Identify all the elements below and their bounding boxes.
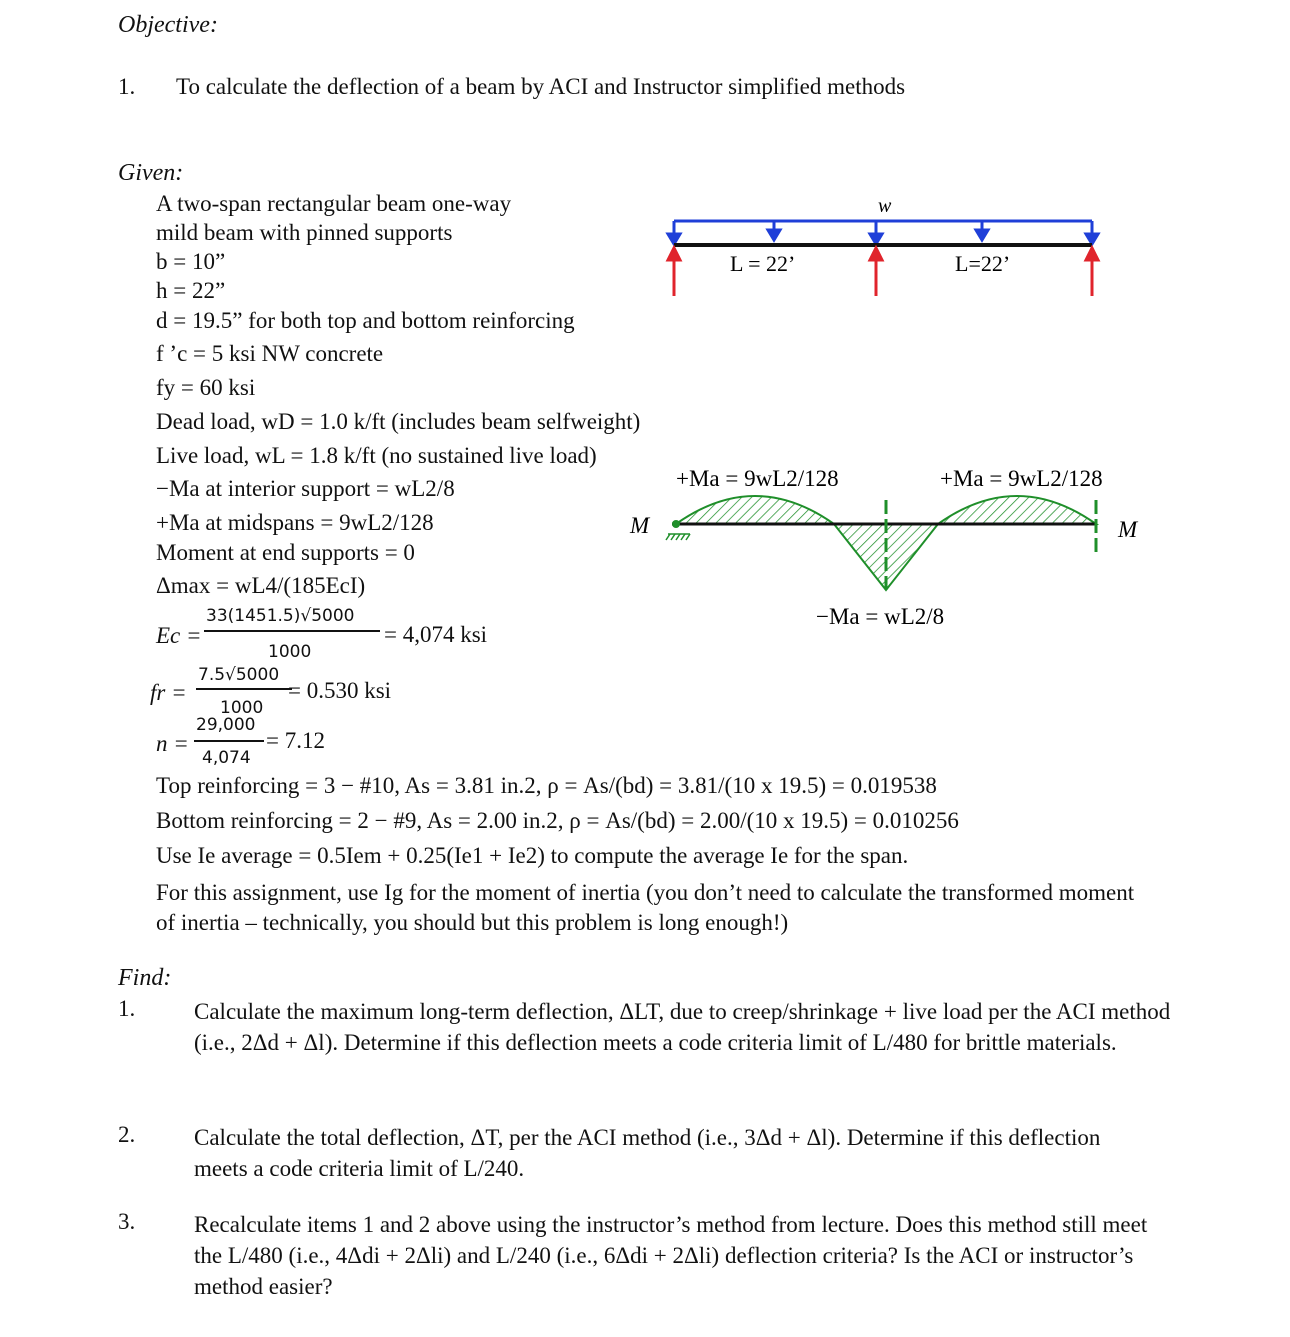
fr-result: = 0.530 ksi bbox=[288, 678, 392, 703]
n-result: = 7.12 bbox=[266, 728, 325, 753]
given-pos-moment: +Ma at midspans = 9wL2/128 bbox=[156, 510, 434, 535]
find-item-3-number: 3. bbox=[118, 1209, 136, 1234]
given-fc: f ’c = 5 ksi NW concrete bbox=[156, 341, 384, 366]
find-item-2-text: Calculate the total deflection, ΔT, per the ACI method (i.e., 3Δd + Δl). Determine if this deflection meets a code criteria limit of L/240. bbox=[194, 1125, 1101, 1181]
find-item-1-text: Calculate the maximum long-term deflection, ΔLT, due to creep/shrinkage + live load per the ACI method (i.e., 2Δd + Δl). Determine if this deflection meets a code criteria limit of L/480 for brittle materials. bbox=[194, 999, 1171, 1055]
moment-right-label: M bbox=[1118, 517, 1138, 542]
assignment-note: For this assignment, use Ig for the moment of inertia (you don’t need to calculate the transformed moment of inertia – technically, you should but this problem is long enough!) bbox=[156, 880, 1135, 935]
moment-left-label: M bbox=[630, 513, 650, 538]
reaction-arrow-left bbox=[668, 248, 680, 260]
moment-diagram bbox=[620, 460, 1160, 635]
given-dead-load: Dead load, wD = 1.0 k/ft (includes beam selfweight) bbox=[156, 409, 641, 434]
find-item-3-text: Recalculate items 1 and 2 above using the instructor’s method from lecture. Does this method still meet the L/480 (i.e., 4Δdi + 2Δli) and L/240 (i.e., 6Δdi + 2Δli) deflection criteria? Is the ACI or instructor’s method easier? bbox=[194, 1212, 1148, 1299]
reaction-arrow-middle bbox=[870, 248, 882, 260]
fr-denominator: 1000 bbox=[220, 698, 264, 718]
given-neg-moment: −Ma at interior support = wL2/8 bbox=[156, 476, 455, 501]
given-end-moment: Moment at end supports = 0 bbox=[156, 540, 415, 565]
load-arrows bbox=[668, 221, 1098, 244]
n-denominator: 4,074 bbox=[202, 748, 251, 768]
objective-heading: Objective: bbox=[118, 12, 218, 38]
ec-label: Ec = bbox=[156, 623, 202, 648]
given-heading: Given: bbox=[118, 160, 184, 186]
top-reinforcing: Top reinforcing = 3 − #10, As = 3.81 in.2, ρ = As/(bd) = 3.81/(10 x 19.5) = 0.019538 bbox=[156, 773, 937, 798]
ec-result: = 4,074 ksi bbox=[384, 622, 488, 647]
fr-numerator: 7.5√5000 bbox=[198, 665, 280, 685]
fr-fraction-bar bbox=[196, 688, 292, 690]
n-label: n = bbox=[156, 731, 189, 756]
use-ie-average: Use Ie average = 0.5Iem + 0.25(Ie1 + Ie2) to compute the average Ie for the span. bbox=[156, 843, 909, 868]
given-fy: fy = 60 ksi bbox=[156, 375, 256, 400]
load-w-label: w bbox=[878, 195, 892, 217]
given-live-load: Live load, wL = 1.8 k/ft (no sustained live load) bbox=[156, 443, 597, 468]
left-pin-support bbox=[672, 520, 680, 528]
span2-label: L=22’ bbox=[955, 251, 1011, 276]
find-item-2-number: 2. bbox=[118, 1122, 136, 1147]
ec-denominator: 1000 bbox=[268, 642, 312, 662]
load-arrow-1 bbox=[668, 234, 680, 244]
neg-moment-label: −Ma = wL2/8 bbox=[816, 604, 945, 629]
given-h: h = 22” bbox=[156, 278, 226, 303]
load-arrow-3 bbox=[870, 234, 882, 244]
beam-load-diagram bbox=[660, 190, 1110, 300]
objective-item-text: To calculate the deflection of a beam by ACI and Instructor simplified methods bbox=[176, 74, 906, 99]
fr-label: fr = bbox=[150, 680, 187, 705]
given-d: d = 19.5” for both top and bottom reinforcing bbox=[156, 308, 575, 333]
load-arrow-2 bbox=[768, 230, 780, 240]
reaction-arrow-right bbox=[1086, 248, 1098, 260]
n-fraction-bar bbox=[194, 740, 264, 742]
find-heading: Find: bbox=[118, 965, 172, 991]
given-delta-max: Δmax = wL4/(185EcI) bbox=[156, 573, 366, 598]
given-b: b = 10” bbox=[156, 249, 226, 274]
left-support-ground-icon bbox=[666, 534, 690, 540]
pos-moment-left-label: +Ma = 9wL2/128 bbox=[676, 466, 839, 491]
load-arrow-5 bbox=[1086, 234, 1098, 244]
ec-fraction-bar bbox=[204, 630, 380, 632]
ec-numerator: 33(1451.5)√5000 bbox=[206, 606, 355, 626]
find-item-1-number: 1. bbox=[118, 996, 136, 1021]
pos-moment-right-label: +Ma = 9wL2/128 bbox=[940, 466, 1103, 491]
span1-label: L = 22’ bbox=[730, 251, 796, 276]
given-line-2: mild beam with pinned supports bbox=[156, 220, 453, 245]
n-numerator: 29,000 bbox=[196, 715, 256, 735]
objective-item-number: 1. bbox=[118, 74, 136, 99]
bottom-reinforcing: Bottom reinforcing = 2 − #9, As = 2.00 in.2, ρ = As/(bd) = 2.00/(10 x 19.5) = 0.010256 bbox=[156, 808, 959, 833]
given-line-1: A two-span rectangular beam one-way bbox=[156, 191, 512, 216]
positive-moment-right-region bbox=[938, 496, 1096, 524]
positive-moment-left-region bbox=[676, 496, 834, 524]
load-arrow-4 bbox=[976, 230, 988, 240]
